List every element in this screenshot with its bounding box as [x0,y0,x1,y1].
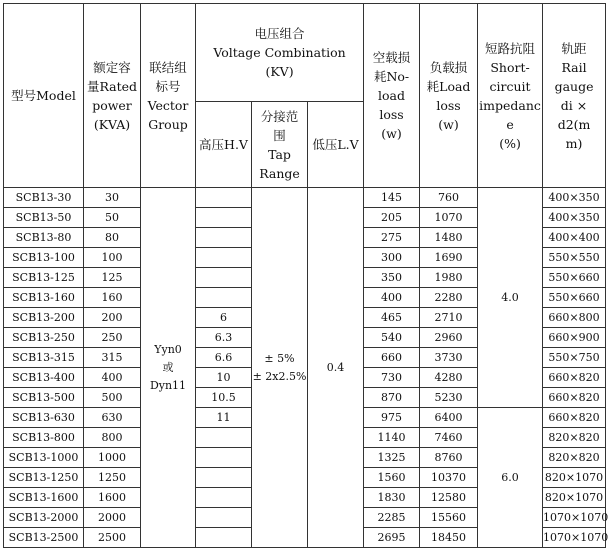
table-row [4,188,606,208]
cell-model: SCB13-800 [4,428,84,448]
cell-no-load-loss: 400 [364,288,420,308]
cell-load-loss: 6400 [420,408,478,428]
cell-load-loss: 7460 [420,428,478,448]
cell-hv [196,428,252,448]
cell-hv [196,448,252,468]
header-tap-range: 分接范 围 Tap Range [252,102,308,188]
cell-model: SCB13-50 [4,208,84,228]
cell-no-load-loss: 1140 [364,428,420,448]
cell-kva: 160 [84,288,141,308]
cell-kva: 200 [84,308,141,328]
cell-tap-range-merged: ± 5% ± 2x2.5% [252,188,308,548]
cell-model: SCB13-30 [4,188,84,208]
cell-vector-group-merged: Yyn0 或 Dyn11 [141,188,196,548]
cell-load-loss: 3730 [420,348,478,368]
cell-load-loss: 12580 [420,488,478,508]
cell-impedance-lower: 6.0 [478,408,543,548]
cell-model: SCB13-2000 [4,508,84,528]
cell-no-load-loss: 1560 [364,468,420,488]
cell-kva: 400 [84,368,141,388]
cell-hv [196,248,252,268]
cell-rail-gauge: 550×550 [543,248,606,268]
cell-model: SCB13-2500 [4,528,84,548]
cell-load-loss: 2960 [420,328,478,348]
cell-model: SCB13-160 [4,288,84,308]
cell-model: SCB13-400 [4,368,84,388]
cell-hv [196,488,252,508]
cell-hv [196,528,252,548]
cell-rail-gauge: 1070×1070 [543,528,606,548]
cell-rail-gauge: 550×660 [543,288,606,308]
cell-kva: 125 [84,268,141,288]
cell-no-load-loss: 540 [364,328,420,348]
cell-model: SCB13-80 [4,228,84,248]
cell-model: SCB13-1600 [4,488,84,508]
cell-no-load-loss: 205 [364,208,420,228]
cell-load-loss: 10370 [420,468,478,488]
cell-model: SCB13-200 [4,308,84,328]
cell-rail-gauge: 820×1070 [543,468,606,488]
header-voltage-combination: 电压组合 Voltage Combination (KV) [196,4,364,102]
cell-load-loss: 1480 [420,228,478,248]
cell-load-loss: 8760 [420,448,478,468]
header-high-voltage: 高压H.V [196,102,252,188]
cell-rail-gauge: 660×800 [543,308,606,328]
cell-hv [196,468,252,488]
header-no-load-loss: 空载损 耗No- load loss (w) [364,4,420,188]
cell-kva: 50 [84,208,141,228]
cell-kva: 1600 [84,488,141,508]
transformer-spec-table [3,3,609,548]
cell-model: SCB13-1250 [4,468,84,488]
cell-model: SCB13-1000 [4,448,84,468]
cell-no-load-loss: 350 [364,268,420,288]
cell-kva: 1000 [84,448,141,468]
cell-hv: 10 [196,368,252,388]
cell-kva: 315 [84,348,141,368]
cell-rail-gauge: 820×820 [543,428,606,448]
cell-no-load-loss: 465 [364,308,420,328]
cell-no-load-loss: 660 [364,348,420,368]
cell-no-load-loss: 1325 [364,448,420,468]
cell-load-loss: 4280 [420,368,478,388]
cell-rail-gauge: 550×750 [543,348,606,368]
cell-rail-gauge: 1070×1070 [543,508,606,528]
cell-hv: 6.6 [196,348,252,368]
cell-hv: 6 [196,308,252,328]
cell-hv [196,268,252,288]
cell-model: SCB13-315 [4,348,84,368]
cell-no-load-loss: 300 [364,248,420,268]
header-vector-group: 联结组 标号 Vector Group [141,4,196,188]
cell-no-load-loss: 275 [364,228,420,248]
cell-kva: 100 [84,248,141,268]
header-rated-capacity: 额定容 量Rated power (KVA) [84,4,141,188]
cell-no-load-loss: 975 [364,408,420,428]
cell-load-loss: 1070 [420,208,478,228]
cell-hv: 11 [196,408,252,428]
cell-no-load-loss: 870 [364,388,420,408]
cell-lv-merged: 0.4 [308,188,364,548]
cell-hv [196,508,252,528]
cell-load-loss: 18450 [420,528,478,548]
cell-no-load-loss: 2285 [364,508,420,528]
cell-model: SCB13-500 [4,388,84,408]
cell-no-load-loss: 730 [364,368,420,388]
header-rail-gauge: 轨距 Rail gauge di × d2(m m) [543,4,606,188]
cell-hv [196,228,252,248]
cell-hv [196,288,252,308]
cell-kva: 2000 [84,508,141,528]
header-low-voltage: 低压L.V [308,102,364,188]
cell-model: SCB13-100 [4,248,84,268]
cell-rail-gauge: 820×820 [543,448,606,468]
cell-kva: 2500 [84,528,141,548]
cell-model: SCB13-250 [4,328,84,348]
cell-kva: 1250 [84,468,141,488]
cell-rail-gauge: 660×820 [543,408,606,428]
cell-rail-gauge: 660×820 [543,388,606,408]
cell-model: SCB13-125 [4,268,84,288]
cell-rail-gauge: 660×820 [543,368,606,388]
cell-kva: 800 [84,428,141,448]
cell-load-loss: 2710 [420,308,478,328]
cell-kva: 630 [84,408,141,428]
cell-load-loss: 1980 [420,268,478,288]
cell-hv [196,208,252,228]
header-short-circuit-impedance: 短路抗阻 Short- circuit impedanc e (%) [478,4,543,188]
cell-rail-gauge: 400×350 [543,208,606,228]
cell-load-loss: 15560 [420,508,478,528]
cell-kva: 30 [84,188,141,208]
cell-no-load-loss: 1830 [364,488,420,508]
cell-kva: 250 [84,328,141,348]
cell-hv [196,188,252,208]
cell-load-loss: 5230 [420,388,478,408]
cell-hv: 10.5 [196,388,252,408]
cell-impedance-upper: 4.0 [478,188,543,408]
cell-kva: 500 [84,388,141,408]
cell-rail-gauge: 400×400 [543,228,606,248]
cell-hv: 6.3 [196,328,252,348]
cell-rail-gauge: 400×350 [543,188,606,208]
cell-rail-gauge: 660×900 [543,328,606,348]
cell-load-loss: 760 [420,188,478,208]
cell-rail-gauge: 820×1070 [543,488,606,508]
cell-load-loss: 2280 [420,288,478,308]
cell-no-load-loss: 145 [364,188,420,208]
cell-load-loss: 1690 [420,248,478,268]
cell-kva: 80 [84,228,141,248]
header-model: 型号Model [4,4,84,188]
cell-rail-gauge: 550×660 [543,268,606,288]
cell-no-load-loss: 2695 [364,528,420,548]
header-load-loss: 负载损 耗Load loss (w) [420,4,478,188]
cell-model: SCB13-630 [4,408,84,428]
